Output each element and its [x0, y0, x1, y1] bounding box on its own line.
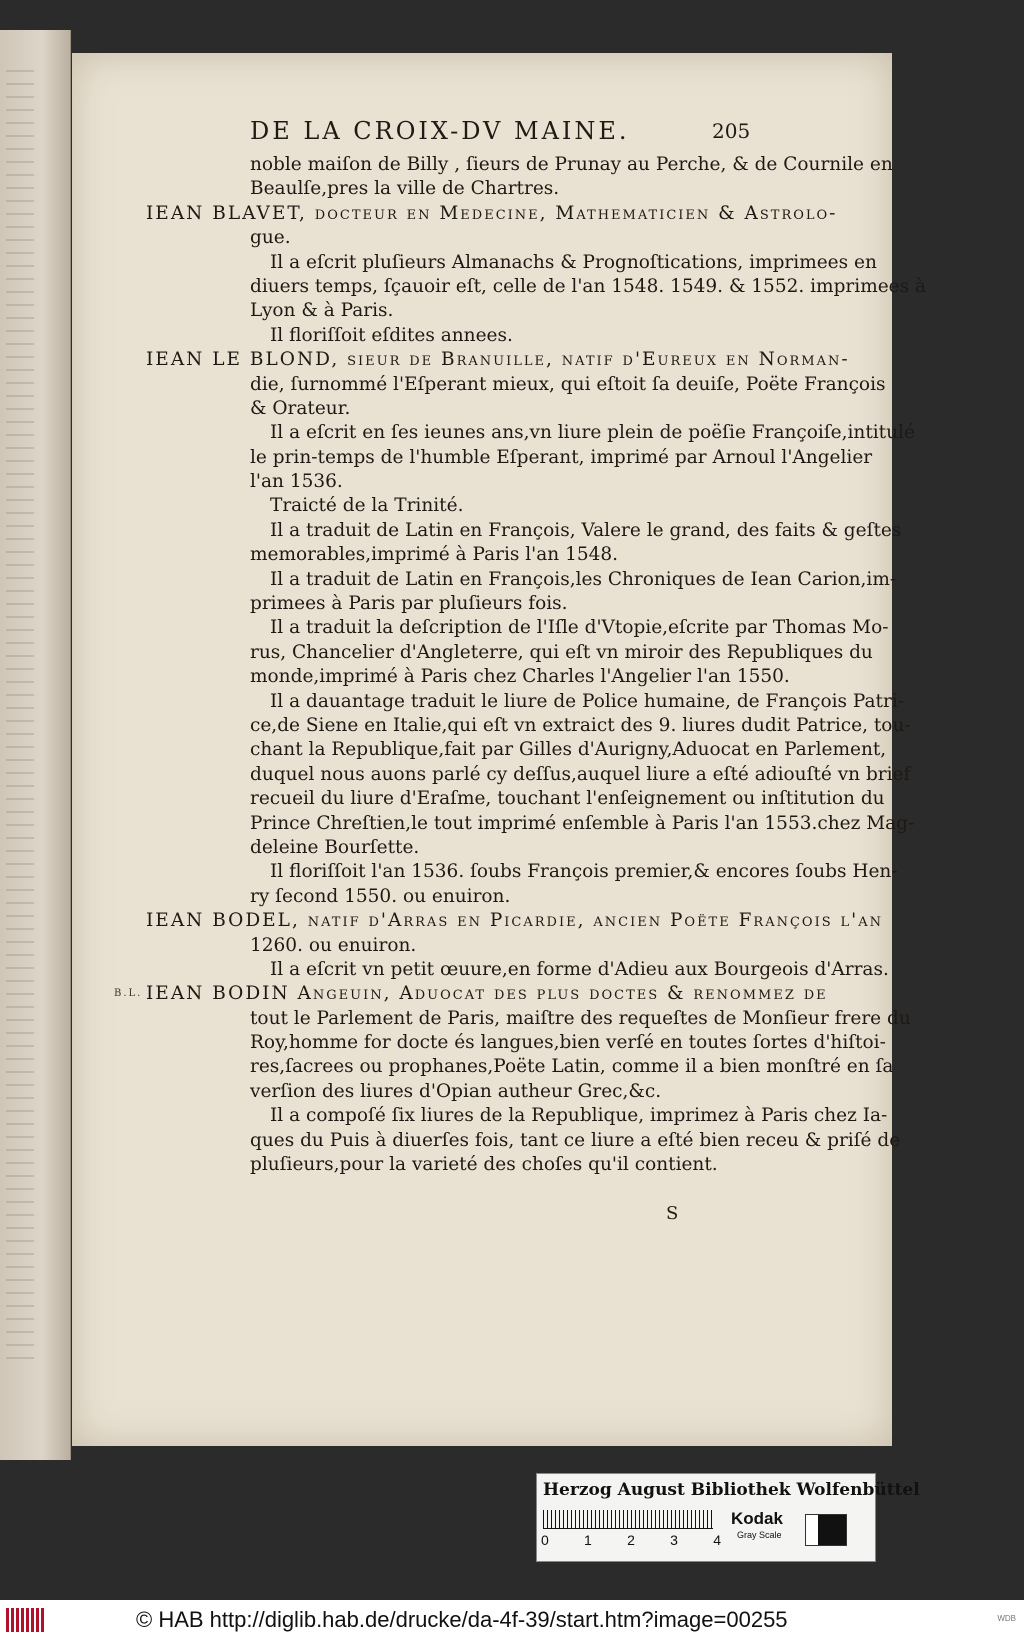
text-line: Roy,homme for docte és langues,bien verſé en toutes ſortes d'hiſtoi- — [250, 1032, 886, 1054]
text-line: Il a traduit de Latin en François,les Chroniques de Iean Carion,im- — [270, 568, 897, 590]
text-line: noble maiſon de Billy , ſieurs de Prunay au Perche, & de Cournile en — [250, 154, 893, 175]
text-line: IEAN BODIN Angeuin, Aduocat des plus doctes & renommez de B.L. — [146, 982, 826, 1006]
text-line: die, ſurnommé l'Eſperant mieux, qui eſtoit ſa deuiſe, Poëte François — [250, 373, 886, 395]
text-line: Il a eſcrit pluſieurs Almanachs & Prognoſtications, imprimees en — [270, 251, 877, 273]
ruler-tick-label: 4 — [713, 1532, 721, 1548]
text-line: duquel nous auons parlé cy deſſus,auquel liure a eſté adiouſté vn brief — [250, 763, 911, 785]
text-line: tout le Parlement de Paris, maiſtre des requeſtes de Monſieur frere du — [250, 1007, 911, 1029]
text-line: le prin-temps de l'humble Eſperant, imprimé par Arnoul l'Angelier — [250, 446, 873, 468]
signature-mark: S — [666, 1203, 679, 1224]
library-name: Herzog August Bibliothek Wolfenbüttel — [543, 1480, 920, 1500]
text-line: Il a eſcrit en ſes ieunes ans,vn liure plein de poëſie Françoiſe,intitulé — [270, 422, 915, 444]
facing-page-text-strip — [6, 70, 34, 1370]
text-line: & Orateur. — [250, 397, 351, 419]
ruler-tick-label: 2 — [627, 1532, 635, 1548]
text-line: primees à Paris par pluſieurs fois. — [250, 593, 568, 615]
text-line: Il a eſcrit vn petit œuure,en forme d'Adieu aux Bourgeois d'Arras. — [270, 958, 889, 980]
text-line: diuers temps, ſçauoir eſt, celle de l'an 1548. 1549. & 1552. imprimees à — [250, 275, 927, 297]
page-body-text — [114, 153, 927, 1177]
text-line: monde,imprimé à Paris chez Charles l'Angelier l'an 1550. — [250, 666, 790, 688]
kodak-subtitle: Gray Scale — [737, 1530, 782, 1540]
text-line: 1260. ou enuiron. — [250, 934, 417, 956]
text-line: pluſieurs,pour la varieté des choſes qu'il contient. — [250, 1154, 718, 1176]
gray-swatch — [805, 1514, 847, 1546]
text-line: IEAN BLAVET, docteur en Medecine, Mathematicien & Aſtrolo- — [146, 202, 838, 224]
text-line: IEAN LE BLOND, ſieur de Branuille, natif d'Eureux en Norman- — [146, 349, 850, 371]
text-line: chant la Republique,fait par Gilles d'Aurigny,Aduocat en Parlement, — [250, 739, 887, 761]
text-line: Prince Chreſtien,le tout imprimé enſemble à Paris l'an 1553.chez Mag- — [250, 812, 915, 834]
scale-ruler — [543, 1510, 713, 1529]
book-page — [72, 53, 927, 1446]
color-calibration-card — [536, 1473, 920, 1562]
kodak-brand: Kodak — [731, 1509, 783, 1528]
hab-logo-icon — [6, 1608, 46, 1632]
text-line: Traicté de la Trinité. — [270, 495, 464, 517]
text-line: Beaulſe,pres la ville de Chartres. — [250, 178, 560, 200]
ruler-numbers — [541, 1532, 721, 1548]
text-line: rus, Chancelier d'Angleterre, qui eſt vn miroir des Republiques du — [250, 641, 873, 663]
text-line: ry ſecond 1550. ou enuiron. — [250, 885, 511, 907]
footer-bar — [0, 1600, 1024, 1640]
folio-number: 205 — [712, 119, 751, 143]
running-title: DE LA CROIX-DV MAINE. — [250, 117, 630, 145]
text-line: Il a traduit de Latin en François, Valere le grand, des faits & geſtes — [270, 519, 902, 541]
text-line: Il a compoſé ſix liures de la Republique, imprimez à Paris chez Ia- — [270, 1105, 888, 1127]
text-line: Il a traduit la deſcription de l'Iſle d'Vtopie,eſcrite par Thomas Mo- — [270, 617, 889, 639]
text-line: IEAN BODEL, natif d'Arras en Picardie, ancien Poëte François l'an — [146, 910, 883, 932]
text-line: Lyon & à Paris. — [250, 300, 394, 322]
text-line: verſion des liures d'Opian autheur Grec,&c. — [250, 1080, 662, 1102]
ruler-tick-label: 3 — [670, 1532, 678, 1548]
footer-tag: WDB — [997, 1614, 1016, 1623]
margin-note: B.L. — [114, 988, 143, 1000]
ruler-tick-label: 1 — [584, 1532, 592, 1548]
text-line: gue. — [250, 227, 291, 249]
text-line: recueil du liure d'Eraſme, touchant l'enſeignement ou inſtitution du — [250, 788, 885, 810]
text-line: ce,de Siene en Italie,qui eſt vn extraict des 9. liures dudit Patrice, tou- — [250, 714, 911, 736]
ruler-tick-label: 0 — [541, 1532, 549, 1548]
text-line: ques du Puis à diuerſes fois, tant ce liure a eſté bien receu & priſé de — [250, 1129, 901, 1151]
page-header — [72, 117, 892, 149]
text-line: Il a dauantage traduit le liure de Police humaine, de François Patri- — [270, 690, 904, 712]
text-line: memorables,imprimé à Paris l'an 1548. — [250, 544, 619, 566]
source-link[interactable]: © HAB http://diglib.hab.de/drucke/da-4f-39/start.htm?image=00255 — [136, 1607, 788, 1632]
text-line: Il floriſſoit l'an 1536. ſoubs François premier,& encores ſoubs Hen- — [270, 861, 898, 883]
facing-page-edge — [0, 30, 71, 1460]
text-line: l'an 1536. — [250, 471, 343, 493]
text-line: Il floriſſoit eſdites annees. — [270, 324, 513, 346]
text-line: res,ſacrees ou prophanes,Poëte Latin, comme il a bien monſtré en ſa — [250, 1056, 894, 1078]
text-line: deleine Bourſette. — [250, 836, 420, 858]
